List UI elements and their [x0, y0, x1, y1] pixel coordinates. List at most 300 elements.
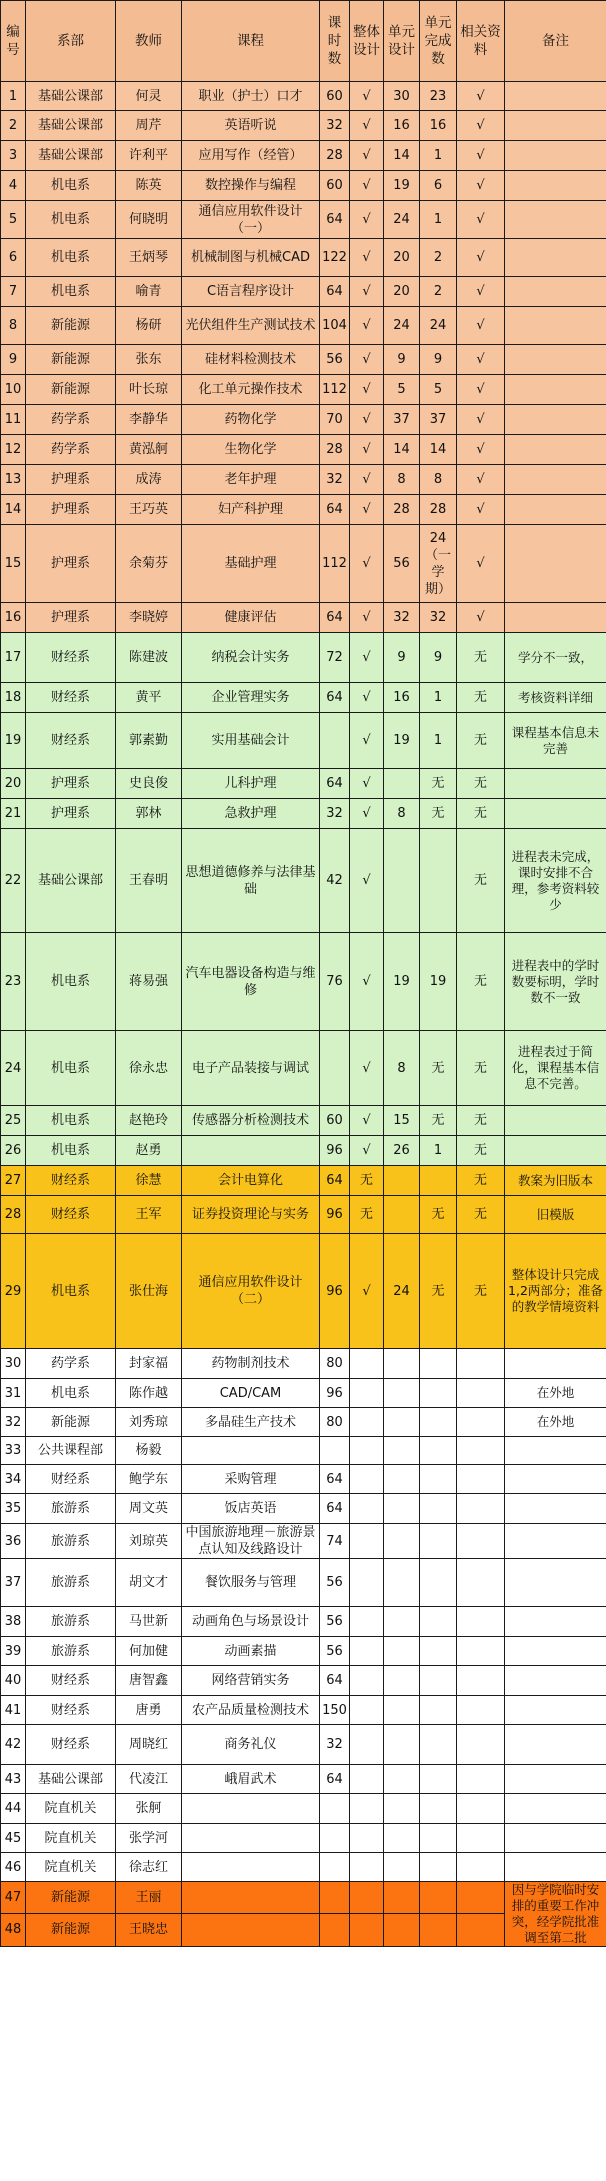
unit-design	[384, 1637, 420, 1666]
overall-design: √	[350, 277, 384, 307]
teacher: 史良俊	[116, 769, 182, 799]
materials: √	[457, 307, 505, 345]
header-overall-design: 整体设计	[350, 1, 384, 82]
teacher: 陈建波	[116, 633, 182, 683]
teacher: 张仕海	[116, 1234, 182, 1349]
row-number: 20	[1, 769, 26, 799]
course: 企业管理实务	[182, 683, 320, 713]
course: 药物化学	[182, 405, 320, 435]
table-row	[1, 1559, 606, 1607]
units-completed	[420, 1166, 457, 1196]
materials: √	[457, 375, 505, 405]
units-completed	[420, 1559, 457, 1607]
unit-design	[384, 1666, 420, 1696]
course: 数控操作与编程	[182, 171, 320, 201]
units-completed	[420, 1913, 457, 1946]
hours: 28	[320, 435, 350, 465]
units-completed: 6	[420, 171, 457, 201]
department: 药学系	[26, 405, 116, 435]
table-row	[1, 1853, 606, 1882]
hours: 64	[320, 277, 350, 307]
units-completed: 23	[420, 82, 457, 111]
overall-design: √	[350, 201, 384, 239]
hours: 56	[320, 1607, 350, 1637]
materials	[457, 1437, 505, 1465]
department: 机电系	[26, 1136, 116, 1166]
materials	[457, 1349, 505, 1379]
materials	[457, 1559, 505, 1607]
table-row	[1, 277, 606, 307]
hours: 96	[320, 1136, 350, 1166]
materials: √	[457, 171, 505, 201]
department: 财经系	[26, 633, 116, 683]
department: 新能源	[26, 1882, 116, 1914]
hours: 64	[320, 603, 350, 633]
materials: √	[457, 141, 505, 171]
remarks	[505, 375, 606, 405]
units-completed: 无	[420, 1031, 457, 1106]
materials: √	[457, 495, 505, 525]
hours: 76	[320, 933, 350, 1031]
department: 机电系	[26, 277, 116, 307]
units-completed: 1	[420, 141, 457, 171]
row-number: 31	[1, 1379, 26, 1408]
row-number: 8	[1, 307, 26, 345]
materials: √	[457, 405, 505, 435]
department: 旅游系	[26, 1637, 116, 1666]
header-course: 课程	[182, 1, 320, 82]
teacher: 李晓婷	[116, 603, 182, 633]
unit-design: 8	[384, 799, 420, 829]
department: 院直机关	[26, 1853, 116, 1882]
teacher: 何晓明	[116, 201, 182, 239]
course: 机械制图与机械CAD	[182, 239, 320, 277]
unit-design: 16	[384, 683, 420, 713]
remarks	[505, 141, 606, 171]
hours: 70	[320, 405, 350, 435]
department: 基础公课部	[26, 829, 116, 933]
units-completed	[420, 1637, 457, 1666]
course: 基础护理	[182, 525, 320, 603]
course: 实用基础会计	[182, 713, 320, 769]
overall-design	[350, 1559, 384, 1607]
table-row	[1, 1379, 606, 1408]
overall-design	[350, 1666, 384, 1696]
unit-design: 19	[384, 171, 420, 201]
remarks	[505, 239, 606, 277]
row-number: 24	[1, 1031, 26, 1106]
remarks	[505, 171, 606, 201]
materials	[457, 1607, 505, 1637]
row-number: 33	[1, 1437, 26, 1465]
remarks	[505, 1794, 606, 1824]
table-row	[1, 1349, 606, 1379]
hours: 32	[320, 799, 350, 829]
table-row	[1, 1494, 606, 1524]
unit-design	[384, 1559, 420, 1607]
units-completed: 无	[420, 1106, 457, 1136]
materials	[457, 1696, 505, 1725]
unit-design: 56	[384, 525, 420, 603]
hours	[320, 1913, 350, 1946]
hours	[320, 713, 350, 769]
course: 采购管理	[182, 1465, 320, 1494]
materials: 无	[457, 713, 505, 769]
unit-design: 8	[384, 465, 420, 495]
course: 纳税会计实务	[182, 633, 320, 683]
units-completed: 19	[420, 933, 457, 1031]
row-number: 17	[1, 633, 26, 683]
department: 机电系	[26, 1106, 116, 1136]
unit-design	[384, 1765, 420, 1794]
materials	[457, 1666, 505, 1696]
row-number: 44	[1, 1794, 26, 1824]
teacher: 刘秀琼	[116, 1408, 182, 1437]
overall-design: √	[350, 495, 384, 525]
row-number: 16	[1, 603, 26, 633]
teacher: 唐智鑫	[116, 1666, 182, 1696]
course: 中国旅游地理－旅游景点认知及线路设计	[182, 1524, 320, 1559]
row-number: 9	[1, 345, 26, 375]
overall-design: √	[350, 307, 384, 345]
remarks	[505, 82, 606, 111]
overall-design	[350, 1765, 384, 1794]
overall-design: 无	[350, 1166, 384, 1196]
department: 旅游系	[26, 1559, 116, 1607]
teacher: 杨毅	[116, 1437, 182, 1465]
department: 护理系	[26, 799, 116, 829]
units-completed: 24（一学期）	[420, 525, 457, 603]
hours	[320, 1882, 350, 1914]
hours: 56	[320, 1559, 350, 1607]
merged-remark: 因与学院临时安排的重要工作冲突，经学院批准调至第二批	[505, 1882, 606, 1947]
hours: 96	[320, 1196, 350, 1234]
remarks: 进程表中的学时数要标明，学时数不一致	[505, 933, 606, 1031]
teacher: 王巧英	[116, 495, 182, 525]
row-number: 34	[1, 1465, 26, 1494]
course: 农产品质量检测技术	[182, 1696, 320, 1725]
course: 化工单元操作技术	[182, 375, 320, 405]
table-row	[1, 495, 606, 525]
department: 财经系	[26, 683, 116, 713]
row-number: 46	[1, 1853, 26, 1882]
materials: 无	[457, 769, 505, 799]
units-completed: 32	[420, 603, 457, 633]
table-row	[1, 1794, 606, 1824]
table-row	[1, 1437, 606, 1465]
row-number: 41	[1, 1696, 26, 1725]
course	[182, 1437, 320, 1465]
hours: 64	[320, 495, 350, 525]
header-teacher: 教师	[116, 1, 182, 82]
units-completed: 37	[420, 405, 457, 435]
overall-design: √	[350, 1106, 384, 1136]
teacher: 徐志红	[116, 1853, 182, 1882]
hours: 72	[320, 633, 350, 683]
overall-design: √	[350, 239, 384, 277]
table-row	[1, 799, 606, 829]
course: 通信应用软件设计（二）	[182, 1234, 320, 1349]
remarks	[505, 769, 606, 799]
unit-design: 19	[384, 713, 420, 769]
course: 餐饮服务与管理	[182, 1559, 320, 1607]
remarks	[505, 495, 606, 525]
department: 新能源	[26, 307, 116, 345]
teacher: 赵勇	[116, 1136, 182, 1166]
teacher: 王丽	[116, 1882, 182, 1914]
course: 多晶硅生产技术	[182, 1408, 320, 1437]
hours: 32	[320, 111, 350, 141]
teacher: 王炳琴	[116, 239, 182, 277]
teacher: 喻青	[116, 277, 182, 307]
unit-design: 30	[384, 82, 420, 111]
units-completed: 无	[420, 799, 457, 829]
teacher: 何加健	[116, 1637, 182, 1666]
table-row	[1, 829, 606, 933]
department: 机电系	[26, 933, 116, 1031]
row-number: 12	[1, 435, 26, 465]
hours: 74	[320, 1524, 350, 1559]
overall-design: √	[350, 799, 384, 829]
teacher: 黄平	[116, 683, 182, 713]
header-units-completed: 单元完成数	[420, 1, 457, 82]
units-completed	[420, 1408, 457, 1437]
department: 基础公课部	[26, 82, 116, 111]
unit-design	[384, 1696, 420, 1725]
table-row	[1, 1637, 606, 1666]
course: 传感器分析检测技术	[182, 1106, 320, 1136]
hours: 96	[320, 1234, 350, 1349]
teacher: 李静华	[116, 405, 182, 435]
row-number: 25	[1, 1106, 26, 1136]
row-number: 42	[1, 1725, 26, 1765]
remarks	[505, 1106, 606, 1136]
units-completed: 1	[420, 713, 457, 769]
row-number: 3	[1, 141, 26, 171]
teacher: 蒋易强	[116, 933, 182, 1031]
remarks	[505, 111, 606, 141]
table-row	[1, 1696, 606, 1725]
unit-design	[384, 1524, 420, 1559]
remarks	[505, 277, 606, 307]
course: 网络营销实务	[182, 1666, 320, 1696]
remarks	[505, 465, 606, 495]
materials	[457, 1794, 505, 1824]
materials: √	[457, 82, 505, 111]
units-completed	[420, 829, 457, 933]
units-completed	[420, 1666, 457, 1696]
department: 旅游系	[26, 1607, 116, 1637]
remarks	[505, 1637, 606, 1666]
units-completed: 无	[420, 1196, 457, 1234]
course	[182, 1824, 320, 1853]
unit-design	[384, 1494, 420, 1524]
department: 基础公课部	[26, 1765, 116, 1794]
unit-design: 26	[384, 1136, 420, 1166]
table-row	[1, 603, 606, 633]
unit-design	[384, 1196, 420, 1234]
teacher: 刘琼英	[116, 1524, 182, 1559]
materials: √	[457, 239, 505, 277]
materials: √	[457, 435, 505, 465]
table-row	[1, 345, 606, 375]
materials: √	[457, 465, 505, 495]
remarks: 在外地	[505, 1379, 606, 1408]
remarks: 学分不一致，	[505, 633, 606, 683]
course: 职业（护士）口才	[182, 82, 320, 111]
course: 饭店英语	[182, 1494, 320, 1524]
table-row	[1, 1166, 606, 1196]
teacher: 王军	[116, 1196, 182, 1234]
course	[182, 1882, 320, 1914]
overall-design: √	[350, 465, 384, 495]
header-row	[1, 1, 606, 82]
course: 硅材料检测技术	[182, 345, 320, 375]
unit-design	[384, 1379, 420, 1408]
table-row	[1, 1524, 606, 1559]
row-number: 30	[1, 1349, 26, 1379]
row-number: 4	[1, 171, 26, 201]
overall-design: √	[350, 111, 384, 141]
teacher: 陈作越	[116, 1379, 182, 1408]
row-number: 39	[1, 1637, 26, 1666]
overall-design: √	[350, 769, 384, 799]
materials	[457, 1637, 505, 1666]
remarks	[505, 525, 606, 603]
header-row-number: 编号	[1, 1, 26, 82]
overall-design	[350, 1794, 384, 1824]
overall-design: √	[350, 405, 384, 435]
materials	[457, 1524, 505, 1559]
materials	[457, 1465, 505, 1494]
remarks: 整体设计只完成1,2两部分；准备的教学情境资料	[505, 1234, 606, 1349]
course: 会计电算化	[182, 1166, 320, 1196]
remarks	[505, 1559, 606, 1607]
unit-design: 24	[384, 307, 420, 345]
table-row	[1, 713, 606, 769]
hours	[320, 1794, 350, 1824]
remarks: 旧模版	[505, 1196, 606, 1234]
course: 健康评估	[182, 603, 320, 633]
hours: 28	[320, 141, 350, 171]
materials: 无	[457, 799, 505, 829]
course: 动画素描	[182, 1637, 320, 1666]
row-number: 7	[1, 277, 26, 307]
header-remarks: 备注	[505, 1, 606, 82]
row-number: 18	[1, 683, 26, 713]
hours: 60	[320, 1106, 350, 1136]
table-row	[1, 465, 606, 495]
course: 通信应用软件设计（一）	[182, 201, 320, 239]
unit-design: 28	[384, 495, 420, 525]
units-completed	[420, 1882, 457, 1914]
teacher: 黄泓舸	[116, 435, 182, 465]
unit-design	[384, 1349, 420, 1379]
row-number: 21	[1, 799, 26, 829]
course: 药物制剂技术	[182, 1349, 320, 1379]
table-row	[1, 111, 606, 141]
overall-design	[350, 1465, 384, 1494]
overall-design: √	[350, 713, 384, 769]
overall-design	[350, 1607, 384, 1637]
units-completed	[420, 1824, 457, 1853]
hours	[320, 1853, 350, 1882]
course: 光伏组件生产测试技术	[182, 307, 320, 345]
teacher: 张东	[116, 345, 182, 375]
department: 护理系	[26, 495, 116, 525]
unit-design	[384, 1437, 420, 1465]
remarks: 考核资料详细	[505, 683, 606, 713]
row-number: 1	[1, 82, 26, 111]
overall-design: √	[350, 171, 384, 201]
teacher: 周文英	[116, 1494, 182, 1524]
teacher: 余菊芬	[116, 525, 182, 603]
department: 机电系	[26, 171, 116, 201]
remarks	[505, 1696, 606, 1725]
overall-design: √	[350, 525, 384, 603]
unit-design	[384, 1853, 420, 1882]
department: 护理系	[26, 603, 116, 633]
overall-design	[350, 1494, 384, 1524]
hours: 150	[320, 1696, 350, 1725]
teacher: 张舸	[116, 1794, 182, 1824]
department: 基础公课部	[26, 111, 116, 141]
department: 新能源	[26, 1913, 116, 1946]
unit-design: 14	[384, 141, 420, 171]
remarks	[505, 1853, 606, 1882]
department: 基础公课部	[26, 141, 116, 171]
hours: 122	[320, 239, 350, 277]
row-number: 23	[1, 933, 26, 1031]
materials	[457, 1913, 505, 1946]
hours: 64	[320, 1166, 350, 1196]
overall-design: √	[350, 633, 384, 683]
teacher: 徐慧	[116, 1166, 182, 1196]
table-row	[1, 1666, 606, 1696]
unit-design: 24	[384, 1234, 420, 1349]
unit-design: 9	[384, 345, 420, 375]
teacher: 赵艳玲	[116, 1106, 182, 1136]
materials: √	[457, 111, 505, 141]
materials: 无	[457, 1136, 505, 1166]
unit-design	[384, 1882, 420, 1914]
units-completed: 9	[420, 633, 457, 683]
overall-design: √	[350, 683, 384, 713]
department: 药学系	[26, 435, 116, 465]
hours: 64	[320, 201, 350, 239]
row-number: 22	[1, 829, 26, 933]
table-row	[1, 683, 606, 713]
units-completed: 2	[420, 277, 457, 307]
teacher: 马世新	[116, 1607, 182, 1637]
table-row	[1, 405, 606, 435]
units-completed	[420, 1853, 457, 1882]
remarks	[505, 307, 606, 345]
teacher: 成涛	[116, 465, 182, 495]
course: 儿科护理	[182, 769, 320, 799]
materials: 无	[457, 829, 505, 933]
table-row	[1, 1234, 606, 1349]
course: 生物化学	[182, 435, 320, 465]
table-row	[1, 1607, 606, 1637]
unit-design: 19	[384, 933, 420, 1031]
materials	[457, 1824, 505, 1853]
teacher: 陈英	[116, 171, 182, 201]
department: 旅游系	[26, 1524, 116, 1559]
overall-design: √	[350, 345, 384, 375]
header-hours: 课时数	[320, 1, 350, 82]
department: 新能源	[26, 375, 116, 405]
